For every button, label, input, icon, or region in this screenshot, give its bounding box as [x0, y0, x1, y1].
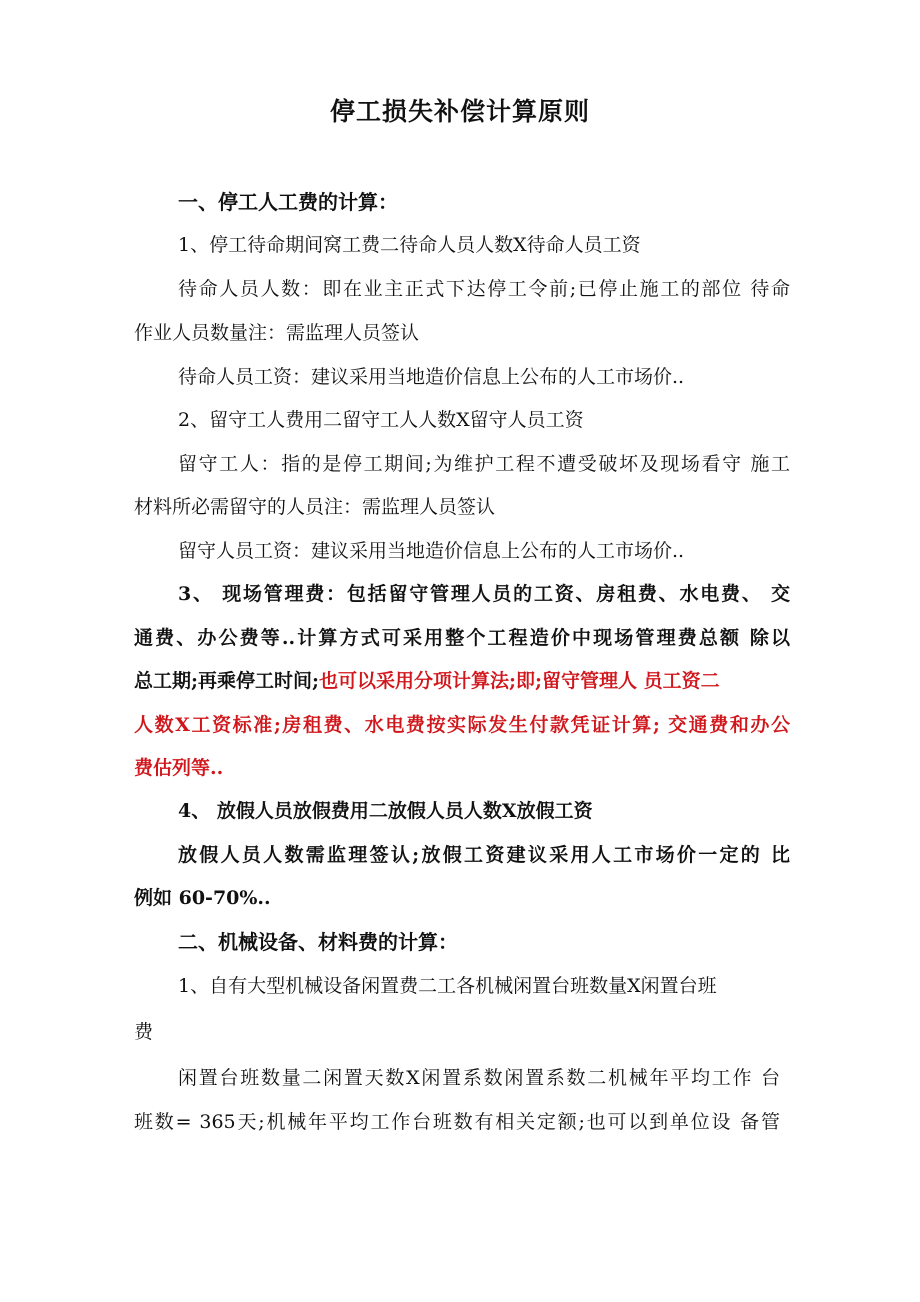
paragraph-idle-shifts-line2: 班数= 365天;机械年平均工作台班数有相关定额;也可以到单位设 备管 [134, 1111, 780, 1133]
item-1-standby-cost: 1、停工待命期间窝工费二待命人员人数X待命人员工资 [178, 234, 641, 256]
item-3-line3-red-text: 也可以采用分项计算法;即;留守管理人 员工资二 [319, 670, 720, 692]
paragraph-standby-count-line1: 待命人员人数：即在业主正式下达停工令前;已停止施工的部位 待命 [178, 278, 790, 300]
item-1-idle-equipment-line2: 费 [134, 1021, 154, 1043]
page-title: 停工损失补偿计算原则 [329, 97, 590, 126]
item-1-idle-equipment-line1: 1、自有大型机械设备闲置费二工各机械闲置台班数量X闲置台班 [178, 975, 717, 997]
paragraph-standby-wage: 待命人员工资：建议采用当地造价信息上公布的人工市场价.. [178, 366, 685, 388]
paragraph-standby-count-line2: 作业人员数量注：需监理人员签认 [134, 322, 420, 344]
section-heading-equipment: 二、机械设备、材料费的计算： [178, 930, 458, 954]
paragraph-leave-line2: 例如 60-70%.. [134, 887, 271, 909]
paragraph-leave-line1: 放假人员人数需监理签认;放假工资建议采用人工市场价一定的 比 [178, 844, 790, 866]
item-3-site-management-line5: 费估列等.. [134, 757, 224, 779]
paragraph-caretaker-line1: 留守工人：指的是停工期间;为维护工程不遭受破坏及现场看守 施工 [178, 453, 790, 475]
item-3-site-management-line2: 通费、办公费等..计算方式可采用整个工程造价中现场管理费总额 除以 [134, 627, 790, 649]
paragraph-caretaker-wage: 留守人员工资：建议采用当地造价信息上公布的人工市场价.. [178, 540, 685, 562]
item-3-site-management-line1: 3、 现场管理费：包括留守管理人员的工资、房租费、水电费、 交 [178, 583, 790, 605]
item-3-site-management-line4: 人数X工资标准;房租费、水电费按实际发生付款凭证计算; 交通费和办公 [134, 714, 790, 736]
paragraph-idle-shifts-line1: 闲置台班数量二闲置天数X闲置系数闲置系数二机械年平均工作 台 [178, 1067, 780, 1089]
item-4-leave-cost: 4、 放假人员放假费用二放假人员人数X放假工资 [178, 800, 593, 822]
item-3-line3-black-text: 总工期;再乘停工时间; [134, 670, 320, 692]
section-heading-labor: 一、停工人工费的计算： [178, 190, 398, 214]
item-2-caretaker-cost: 2、留守工人费用二留守工人人数X留守人员工资 [178, 409, 584, 431]
paragraph-caretaker-line2: 材料所必需留守的人员注：需监理人员签认 [134, 496, 496, 518]
item-3-site-management-line3 [134, 667, 720, 695]
